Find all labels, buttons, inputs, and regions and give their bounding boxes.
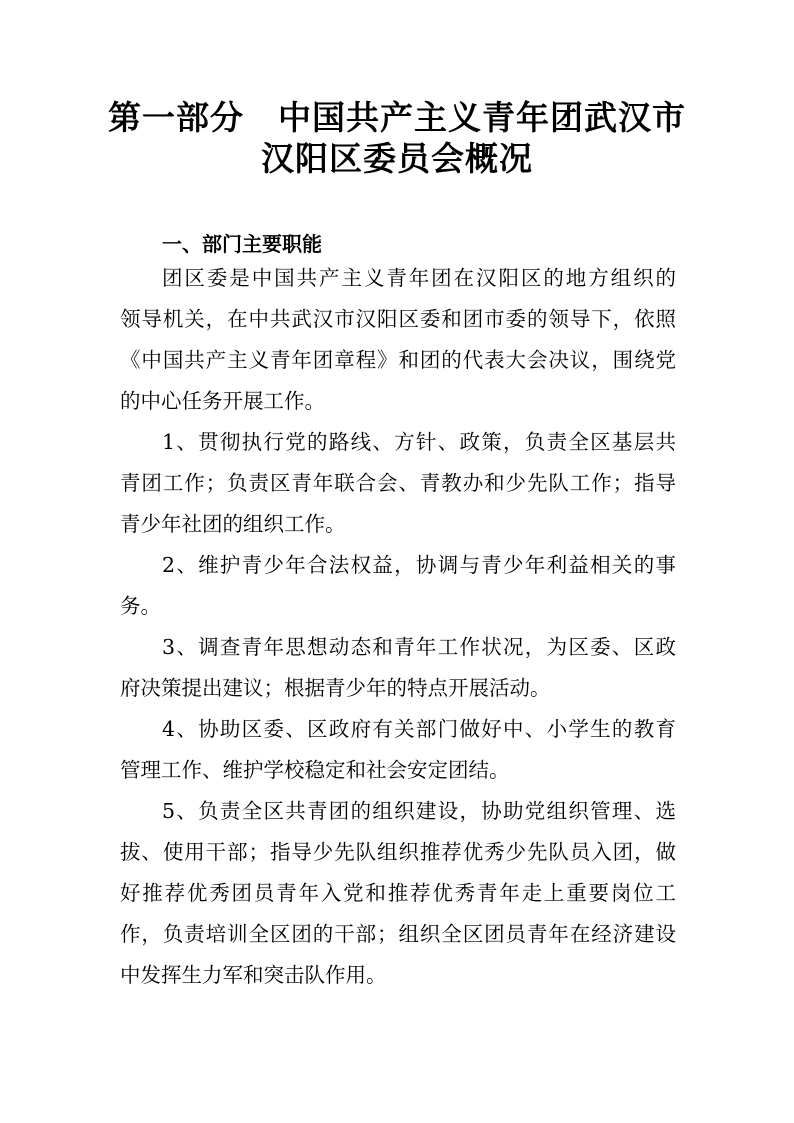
paragraph-6-line-4: 作，负责培训全区团的干部；组织全区团员青年在经济建设 — [120, 922, 676, 946]
page-title-line-2: 汉阳区委员会概况 — [261, 139, 533, 178]
paragraph-3-line-2: 务。 — [120, 594, 161, 618]
paragraph-6-line-5: 中发挥生力军和突击队作用。 — [120, 963, 387, 987]
paragraph-5-line-1: 4、协助区委、区政府有关部门做好中、小学生的教育 — [162, 717, 676, 741]
paragraph-2-line-1: 1、贯彻执行党的路线、方针、政策，负责全区基层共 — [162, 430, 676, 454]
paragraph-1-line-1: 团区委是中国共产主义青年团在汉阳区的地方组织的 — [162, 266, 676, 290]
paragraph-1-line-3: 《中国共产主义青年团章程》和团的代表大会决议，围绕党 — [120, 348, 676, 372]
paragraph-4-line-2: 府决策提出建议；根据青少年的特点开展活动。 — [120, 676, 551, 700]
section-heading: 一、部门主要职能 — [162, 232, 322, 256]
paragraph-1-line-2: 领导机关，在中共武汉市汉阳区委和团市委的领导下，依照 — [120, 307, 676, 331]
paragraph-4-line-1: 3、调查青年思想动态和青年工作状况，为区委、区政 — [162, 635, 676, 659]
page-title-line-1: 第一部分 中国共产主义青年团武汉市 — [108, 98, 686, 137]
paragraph-2-line-3: 青少年社团的组织工作。 — [120, 512, 346, 536]
paragraph-3-line-1: 2、维护青少年合法权益，协调与青少年利益相关的事 — [162, 553, 676, 577]
paragraph-2-line-2: 青团工作；负责区青年联合会、青教办和少先队工作；指导 — [120, 471, 676, 495]
paragraph-5-line-2: 管理工作、维护学校稳定和社会安定团结。 — [120, 758, 510, 782]
paragraph-6-line-3: 好推荐优秀团员青年入党和推荐优秀青年走上重要岗位工 — [120, 881, 676, 905]
paragraph-6-line-2: 拔、使用干部；指导少先队组织推荐优秀少先队员入团，做 — [120, 840, 676, 864]
paragraph-6-line-1: 5、负责全区共青团的组织建设，协助党组织管理、选 — [162, 799, 676, 823]
paragraph-1-line-4: 的中心任务开展工作。 — [120, 389, 325, 413]
